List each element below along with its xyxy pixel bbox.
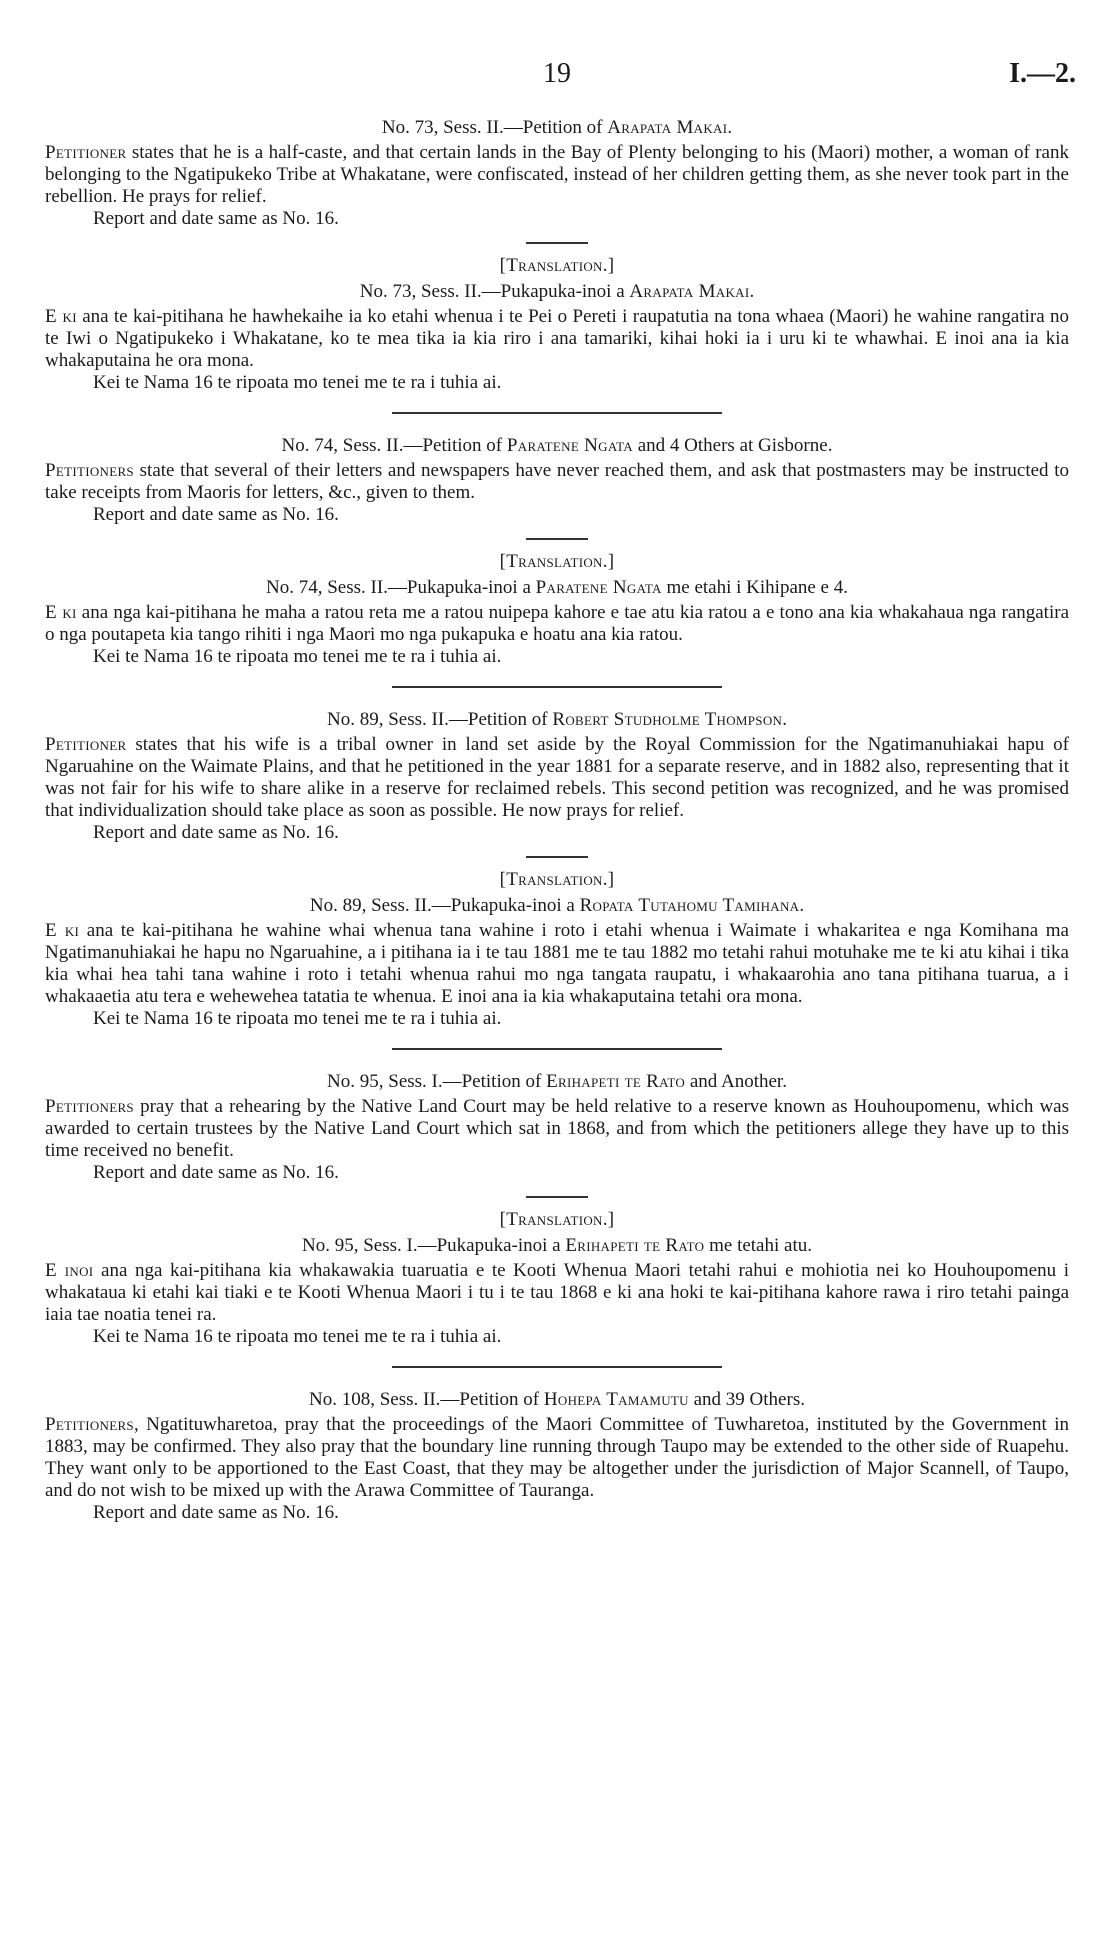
translation-text: E ki ana te kai-pitihana he wahine whai whenua tana wahine i roto i etahi whenua i Waimate i whakaritea e nga Komihana ma Ngatimanuhiakai he hapu no Ngaruahine, a i pitihana ia i te tau 1881 me te tau 1882 mo tetahi rahui motuhake me te ki atu kihai i tika kia whai hea tahi tana wahine i roto i tetahi whenua rahui mo nga tangata raupatu, i whakaarohia ano tana pitihana tuarua, a i whakaaetia atu tera e wehewehea tatatia te whenua. E inoi ana ia kia whakaputaina tetahi ora mona. [45, 920, 1069, 1007]
petition-heading: No. 73, Sess. II.—Petition of Arapata Makai. [381, 117, 733, 138]
translation-text: E ki ana te kai-pitihana he hawhekaihe ia ko etahi whenua i te Pei o Pereti i raupatutia na tona whaea (Maori) he wahine rangatira no te Iwi o Ngatipukeko i Whakatane, ko te mea tika ia kia riro i ana tamariki, kihai hoki ia i uru ki te whawhai. E inoi ana ia kia whakaputaina he ora mona. [45, 306, 1069, 371]
section-divider [392, 1366, 722, 1368]
petition-text: Petitioners state that several of their letters and newspapers have never reached them, and ask that postmasters may be instructed to take receipts from Maoris for letters, &c., given to them. [45, 460, 1069, 503]
section-divider [392, 686, 722, 688]
report-note: Report and date same as No. 16. [93, 1502, 339, 1523]
translation-heading: No. 89, Sess. II.—Pukapuka-inoi a Ropata Tutahomu Tamihana. [309, 895, 805, 916]
petition-text: Petitioners, Ngatituwharetoa, pray that the proceedings of the Maori Committee of Tuwharetoa, instituted by the Government in 1883, may be confirmed. They also pray that the boundary line running through Taupo may be extended to the other side of Ruapehu. They want only to be apportioned to the East Coast, that they may be altogether under the jurisdiction of Major Scannell, of Taupo, and do not wish to be mixed up with the Arawa Committee of Tauranga. [45, 1414, 1069, 1501]
petition-heading: No. 74, Sess. II.—Petition of Paratene Ngata and 4 Others at Gisborne. [281, 435, 833, 456]
page-header [0, 58, 1114, 98]
petitioner-name: Erihapeti te Rato [546, 1071, 686, 1092]
petition-heading: No. 89, Sess. II.—Petition of Robert Studholme Thompson. [327, 709, 787, 730]
petitioner-name: Robert Studholme Thompson [552, 709, 783, 730]
translation-label: [Translation.] [499, 255, 615, 276]
petition-heading: No. 95, Sess. I.—Petition of Erihapeti te Rato and Another. [327, 1071, 787, 1092]
report-note: Report and date same as No. 16. [93, 504, 339, 525]
petition-text: Petitioner states that he is a half-caste, and that certain lands in the Bay of Plenty belonging to his (Maori) mother, a woman of rank belonging to the Ngatipukeko Tribe at Whakatane, were confiscated, instead of her children getting them, as she never took part in the rebellion. He prays for relief. [45, 142, 1069, 207]
short-divider [526, 1196, 588, 1198]
translation-report-note: Kei te Nama 16 te ripoata mo tenei me te ra i tuhia ai. [93, 1326, 502, 1347]
petition-entry [45, 434, 1069, 668]
page-content [45, 116, 1069, 1524]
translation-label: [Translation.] [499, 551, 615, 572]
petition-entry [45, 1388, 1069, 1524]
translation-heading: No. 95, Sess. I.—Pukapuka-inoi a Erihapeti te Rato me tetahi atu. [301, 1235, 812, 1256]
petition-text: Petitioners pray that a rehearing by the Native Land Court may be held relative to a reserve known as Houhoupomenu, which was awarded to certain trustees by the Native Land Court which sat in 1868, and from which the petitioners allege they have up to this time received no benefit. [45, 1096, 1069, 1161]
translation-text: E ki ana nga kai-pitihana he maha a ratou reta me a ratou nuipepa kahore e tae atu kia ratou a e tono ana kia whakahaua nga rangatira o nga poutapeta kia tango rihiti i nga Maori mo nga pukapuka e hoatu ana kia ratou. [45, 602, 1070, 645]
section-divider [392, 412, 722, 414]
translation-report-note: Kei te Nama 16 te ripoata mo tenei me te ra i tuhia ai. [93, 372, 502, 393]
petition-entry [45, 116, 1069, 394]
short-divider [526, 856, 588, 858]
petitioner-name: Hohepa Tamamutu [543, 1389, 689, 1410]
petitioner-name: Arapata Makai [607, 117, 728, 138]
translation-label: [Translation.] [499, 1209, 615, 1230]
report-note: Report and date same as No. 16. [93, 1162, 339, 1183]
report-note: Report and date same as No. 16. [93, 208, 339, 229]
petitioner-name: Paratene Ngata [506, 435, 633, 456]
petition-text: Petitioner states that his wife is a tribal owner in land set aside by the Royal Commission for the Ngatimanuhiakai hapu of Ngaruahine on the Waimate Plains, and that he petitioned in the year 1881 for a separate reserve, and in 1882 also, representing that it was not fair for his wife to share alike in a reserve for reclaimed rebels. This second petition was recognized, and he was promised that individualization should take place as soon as possible. He now prays for relief. [45, 734, 1069, 821]
petition-heading: No. 108, Sess. II.—Petition of Hohepa Tamamutu and 39 Others. [309, 1389, 805, 1410]
section-divider [392, 1048, 722, 1050]
translation-text: E inoi ana nga kai-pitihana kia whakawakia tuaruatia e te Kooti Whenua Maori tetahi rahui e mohiotia nei ko Houhoupomenu i whakataua ki etahi kai tiaki e te Kooti Whenua Maori i tu i te tau 1868 e ki ana hoki te kai-pitihana kahore rawa i riro tetahi painga iaia tae noatia tenei ra. [45, 1260, 1069, 1325]
short-divider [526, 242, 588, 244]
petition-entry [45, 1070, 1069, 1348]
petition-entry [45, 708, 1069, 1030]
translation-heading: No. 74, Sess. II.—Pukapuka-inoi a Paratene Ngata me etahi i Kihipane e 4. [265, 577, 848, 598]
translation-label: [Translation.] [499, 869, 615, 890]
translation-report-note: Kei te Nama 16 te ripoata mo tenei me te ra i tuhia ai. [93, 1008, 502, 1029]
report-note: Report and date same as No. 16. [93, 822, 339, 843]
translation-heading: No. 73, Sess. II.—Pukapuka-inoi a Arapata Makai. [359, 281, 755, 302]
document-reference: I.—2. [1009, 58, 1076, 89]
translation-report-note: Kei te Nama 16 te ripoata mo tenei me te ra i tuhia ai. [93, 646, 502, 667]
short-divider [526, 538, 588, 540]
page-number: 19 [543, 58, 571, 89]
